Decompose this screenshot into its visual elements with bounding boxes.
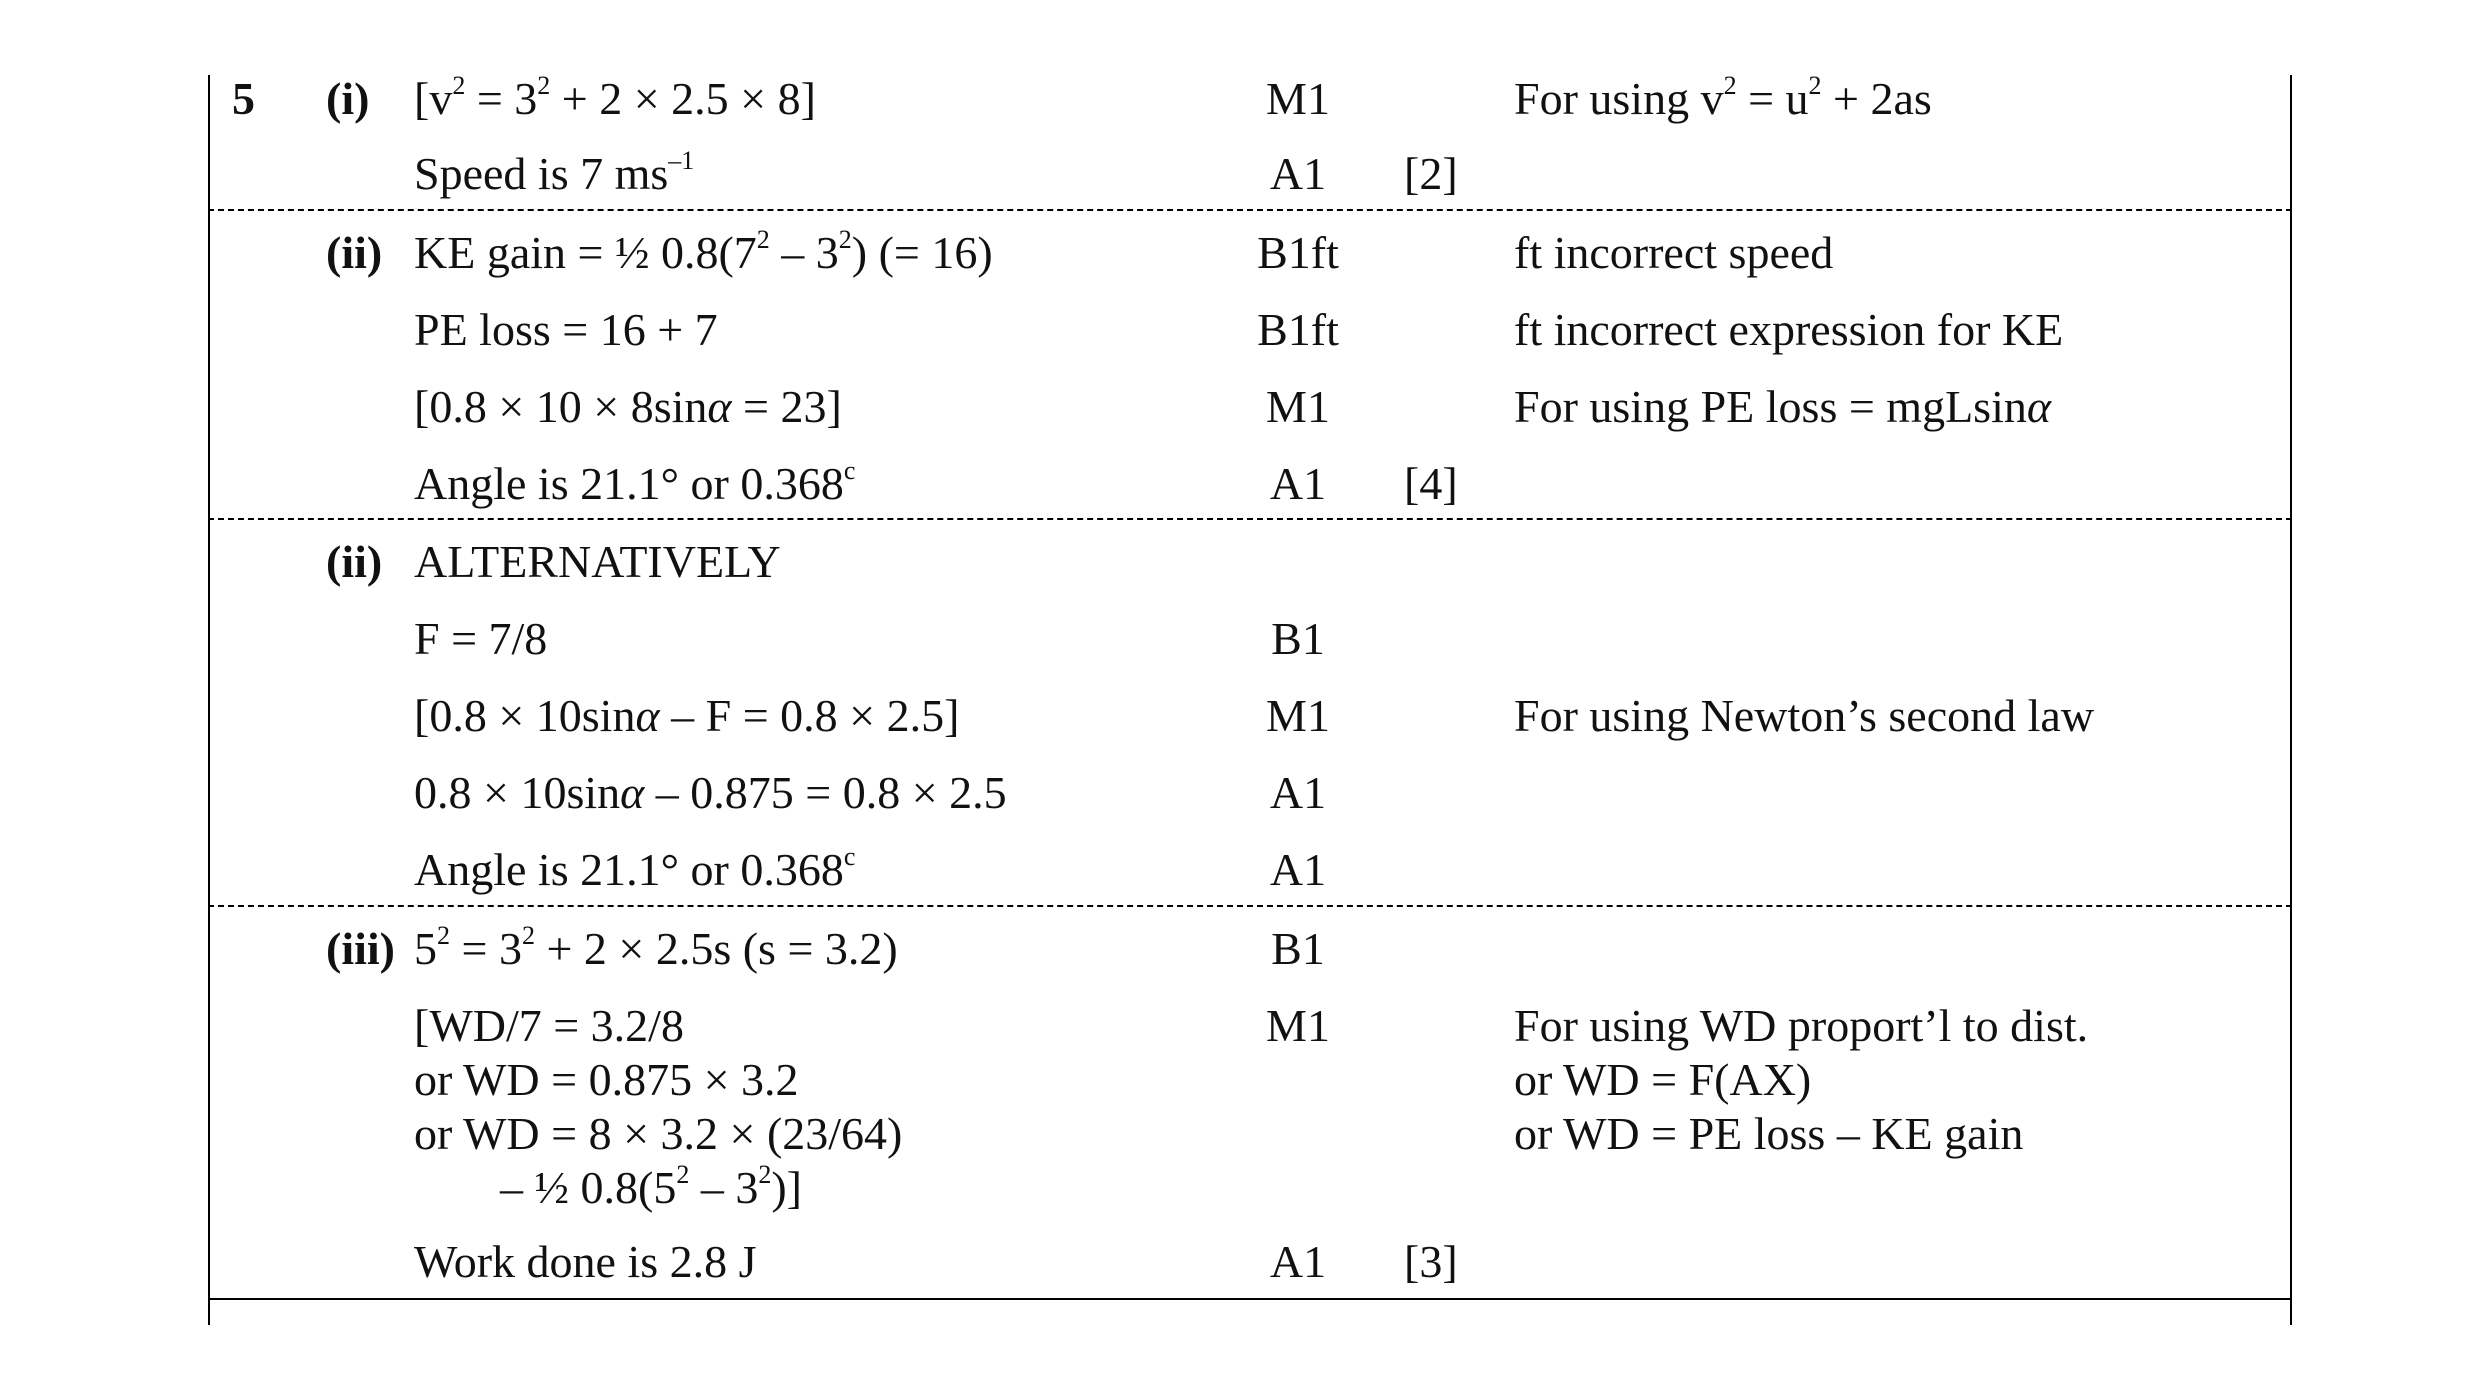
part-iii-working-2-line-1: [WD/7 = 3.2/8 xyxy=(414,1000,684,1051)
guidance-note: ft incorrect expression for KE xyxy=(1514,304,2064,355)
part-total: [4] xyxy=(1404,458,1458,509)
mark-code: M1 xyxy=(1266,1000,1330,1051)
mark-code: B1ft xyxy=(1257,304,1339,355)
part-ii-answer: Angle is 21.1° or 0.368$^c$ xyxy=(414,456,856,509)
part-ii-working-1: KE gain = ½ $0.8(7^2 - 3^2)$ (= 16) xyxy=(414,225,993,278)
mark-code: M1 xyxy=(1266,690,1330,741)
guidance-note: ft incorrect speed xyxy=(1514,227,1834,278)
part-iii-working-2-line-3: or WD = 8 × 3.2 × (23/64) xyxy=(414,1108,903,1159)
part-iii-label: (iii) xyxy=(326,923,395,974)
alternative-heading: ALTERNATIVELY xyxy=(414,536,781,587)
part-ii-working-2: PE loss = 16 + 7 xyxy=(414,304,718,355)
part-iii-working-1: $5^2 = 3^2 + 2 \times 2.5s$ (s = 3.2) xyxy=(414,921,898,974)
alt-working-3: 0.8 × 10sinα – 0.875 = 0.8 × 2.5 xyxy=(414,767,1007,818)
alt-working-2: [0.8 × 10sinα – F = 0.8 × 2.5] xyxy=(414,690,960,741)
guidance-note: For using $v^2 = u^2 + 2as$ xyxy=(1514,71,1932,124)
mark-code: A1 xyxy=(1269,458,1327,509)
guidance-note: For using PE loss = mgLsinα xyxy=(1514,381,2052,432)
guidance-note: For using Newton’s second law xyxy=(1514,690,2095,741)
dashed-divider xyxy=(208,905,2292,907)
guidance-note: or WD = PE loss – KE gain xyxy=(1514,1108,2024,1159)
question-number: 5 xyxy=(232,73,255,124)
part-total: [2] xyxy=(1404,148,1458,199)
mark-code: B1 xyxy=(1271,613,1325,664)
part-iii-working-2-line-2: or WD = 0.875 × 3.2 xyxy=(414,1054,799,1105)
part-i-working-1: $[v^2 = 3^2 + 2 \times 2.5 \times 8]$ xyxy=(414,71,816,124)
table-bottom-border xyxy=(208,1298,2292,1300)
mark-code: B1 xyxy=(1271,923,1325,974)
mark-code: A1 xyxy=(1269,148,1327,199)
guidance-note: or WD = F(AX) xyxy=(1514,1054,1812,1105)
table-left-border xyxy=(208,75,210,1325)
mark-code: A1 xyxy=(1269,1236,1327,1287)
part-ii-label: (ii) xyxy=(326,227,383,278)
mark-code: A1 xyxy=(1269,844,1327,895)
mark-code: B1ft xyxy=(1257,227,1339,278)
dashed-divider xyxy=(208,209,2292,211)
part-i-answer: Speed is 7 $ms^{-1}$ xyxy=(414,146,695,199)
part-iii-working-2-line-4: – ½ $0.8(5^2 - 3^2)$] xyxy=(500,1160,802,1213)
part-ii-alt-label: (ii) xyxy=(326,536,383,587)
mark-code: M1 xyxy=(1266,73,1330,124)
mark-code: M1 xyxy=(1266,381,1330,432)
alt-working-1: F = 7/8 xyxy=(414,613,548,664)
part-ii-working-3: [0.8 × 10 × 8sinα = 23] xyxy=(414,381,842,432)
part-total: [3] xyxy=(1404,1236,1458,1287)
guidance-note: For using WD proport’l to dist. xyxy=(1514,1000,2089,1051)
part-iii-answer: Work done is 2.8 J xyxy=(414,1236,757,1287)
table-right-border xyxy=(2290,75,2292,1325)
part-i-label: (i) xyxy=(326,73,370,124)
dashed-divider xyxy=(208,518,2292,520)
mark-code: A1 xyxy=(1269,767,1327,818)
alt-answer: Angle is 21.1° or 0.368$^c$ xyxy=(414,842,856,895)
